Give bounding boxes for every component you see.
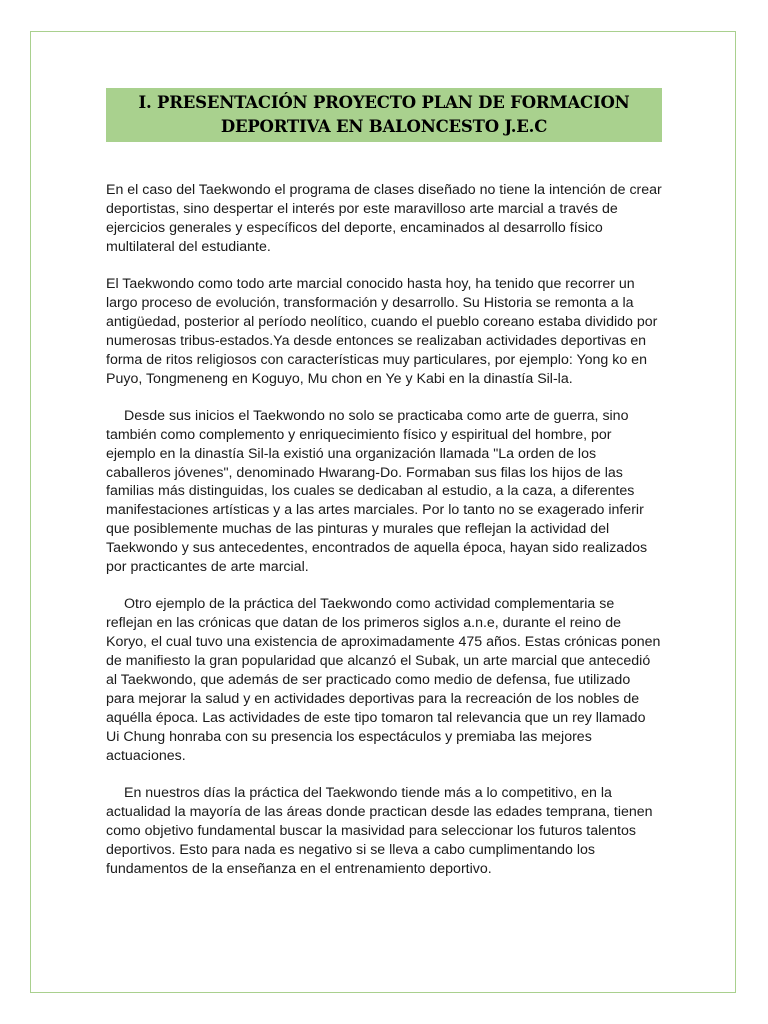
title-line-2: DEPORTIVA EN BALONCESTO J.E.C	[220, 117, 548, 136]
document-body	[106, 181, 662, 897]
paragraph-2: El Taekwondo como todo arte marcial conocido hasta hoy, ha tenido que recorrer un largo proceso de evolución, transformación y desarrollo. Su Historia se remonta a la antigüedad, posterior al período neolítico, cuando el pueblo coreano estaba dividido por numerosas tribus-estados.Ya desde entonces se realizaban actividades deportivas en forma de ritos religiosos con características muy particulares, por ejemplo: Yong ko en Puyo, Tongmeneng en Koguyo, Mu chon en Ye y Kabi en la dinastía Sil-la.	[106, 276, 658, 387]
paragraph-1: En el caso del Taekwondo el programa de clases diseñado no tiene la intención de crear deportistas, sino despertar el interés por este maravilloso arte marcial a través de ejercicios generales y específicos del deporte, encaminados al desarrollo físico multilateral del estudiante.	[106, 182, 662, 255]
title-banner	[106, 88, 662, 142]
paragraph-3: Desde sus inicios el Taekwondo no solo se practicaba como arte de guerra, sino también como complemento y enriquecimiento físico y espiritual del hombre, por ejemplo en la dinastía Sil-la existió una organización llamada "La orden de los caballeros jóvenes", denominado Hwarang-Do. Formaban sus filas los hijos de las familias más distinguidas, los cuales se dedicaban al estudio, a la caza, a diferentes manifestaciones artísticas y a las artes marciales. Por lo tanto no se exagerado inferir que posiblemente muchas de las pinturas y murales que reflejan la actividad del Taekwondo y sus antecedentes, encontrados de aquella época, hayan sido realizados por practicantes de arte marcial.	[106, 407, 648, 576]
title-line-1: I. PRESENTACIÓN PROYECTO PLAN DE FORMACION	[138, 93, 630, 112]
paragraph-5: En nuestros días la práctica del Taekwondo tiende más a lo competitivo, en la actualidad la mayoría de las áreas donde practican desde las edades temprana, tienen como objetivo fundamental buscar la masividad para seleccionar los futuros talentos deportivos. Esto para nada es negativo si se lleva a cabo cumplimentando los fundamentos de la enseñanza en el entrenamiento deportivo.	[106, 784, 653, 877]
paragraph-4: Otro ejemplo de la práctica del Taekwondo como actividad complementaria se reflejan en las crónicas que datan de los primeros siglos a.n.e, durante el reino de Koryo, el cual tuvo una existencia de aproximadamente 475 años. Estas crónicas ponen de manifiesto la gran popularidad que alcanzó el Subak, un arte marcial que antecedió al Taekwondo, que además de ser practicado como medio de defensa, fue utilizado para mejorar la salud y en actividades deportivas para la recreación de los nobles de aquélla época. Las actividades de este tipo tomaron tal relevancia que un rey llamado Ui Chung honraba con su presencia los espectáculos y premiaba las mejores actuaciones.	[106, 596, 661, 764]
